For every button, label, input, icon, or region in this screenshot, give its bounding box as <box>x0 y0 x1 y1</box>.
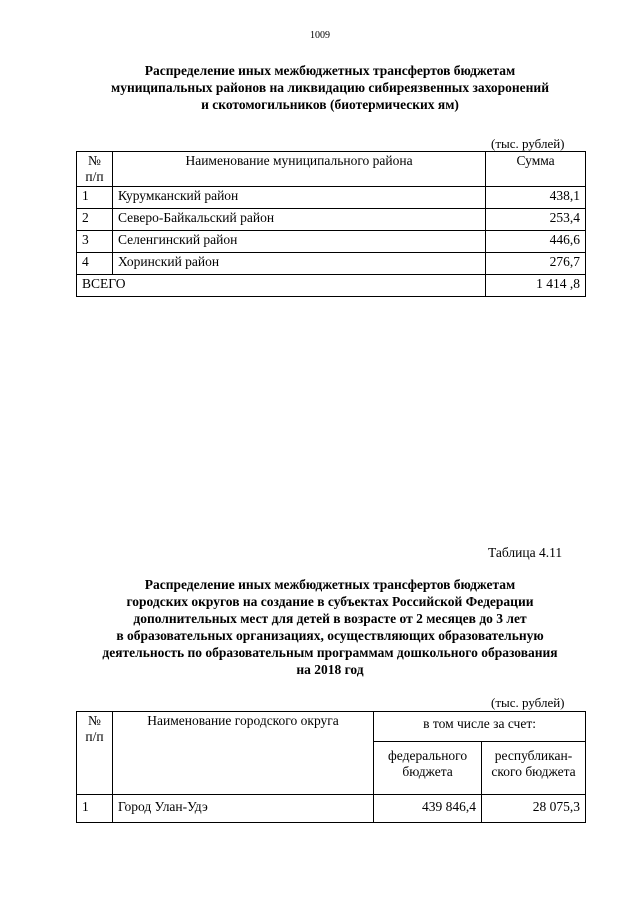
total-label: ВСЕГО <box>77 275 486 297</box>
row-num: 3 <box>77 231 113 253</box>
header-num: № п/п <box>77 712 113 795</box>
section2-title-line: Распределение иных межбюджетных трансфертов бюджетам <box>144 577 516 592</box>
section1-units: (тыс. рублей) <box>491 136 565 151</box>
row-num: 2 <box>77 209 113 231</box>
row-num: 1 <box>77 187 113 209</box>
row-name: Северо-Байкальский район <box>112 209 485 231</box>
header-sum: Сумма <box>486 152 586 187</box>
section2-title-line: городских округов на создание в субъектах Российской Федерации <box>126 594 534 609</box>
row-federal: 439 846,4 <box>374 795 482 823</box>
table-row <box>77 187 586 209</box>
section2-title-line: на 2018 год <box>296 662 364 677</box>
row-num: 4 <box>77 253 113 275</box>
header-name: Наименование муниципального района <box>112 152 485 187</box>
table-header-row <box>77 152 586 187</box>
section1-title-line: Распределение иных межбюджетных трансфертов бюджетам <box>144 63 516 78</box>
table-caption: Таблица 4.11 <box>488 545 563 560</box>
table-row <box>77 795 586 823</box>
section1-title-line: муниципальных районов на ликвидацию сибиреязвенных захоронений <box>111 80 549 95</box>
row-sum: 446,6 <box>486 231 586 253</box>
table-header-row <box>77 712 586 742</box>
section1-title-line: и скотомогильников (биотермических ям) <box>201 97 459 112</box>
total-sum: 1 414 ,8 <box>486 275 586 297</box>
section2-title <box>60 576 600 678</box>
table-row <box>77 231 586 253</box>
row-name: Город Улан-Удэ <box>112 795 373 823</box>
table-row <box>77 253 586 275</box>
table-row <box>77 209 586 231</box>
section2-title-line: деятельность по образовательным программам дошкольного образования <box>102 645 558 660</box>
section2-title-line: в образовательных организациях, осуществляющих образовательную <box>116 628 544 643</box>
section2-units: (тыс. рублей) <box>491 695 565 710</box>
header-federal: федерального бюджета <box>374 742 482 795</box>
row-name: Курумканский район <box>112 187 485 209</box>
row-sum: 276,7 <box>486 253 586 275</box>
section2-title-line: дополнительных мест для детей в возрасте от 2 месяцев до 3 лет <box>133 611 527 626</box>
row-republic: 28 075,3 <box>482 795 586 823</box>
row-num: 1 <box>77 795 113 823</box>
header-republic: республикан- ского бюджета <box>482 742 586 795</box>
row-name: Селенгинский район <box>112 231 485 253</box>
page-number: 1009 <box>310 30 330 41</box>
header-num: № п/п <box>77 152 113 187</box>
row-sum: 438,1 <box>486 187 586 209</box>
section1-title <box>60 62 600 113</box>
row-sum: 253,4 <box>486 209 586 231</box>
section2-table <box>76 711 586 823</box>
row-name: Хоринский район <box>112 253 485 275</box>
section1-table <box>76 151 586 297</box>
total-row <box>77 275 586 297</box>
header-group: в том числе за счет: <box>374 712 586 742</box>
header-name: Наименование городского округа <box>112 712 373 795</box>
